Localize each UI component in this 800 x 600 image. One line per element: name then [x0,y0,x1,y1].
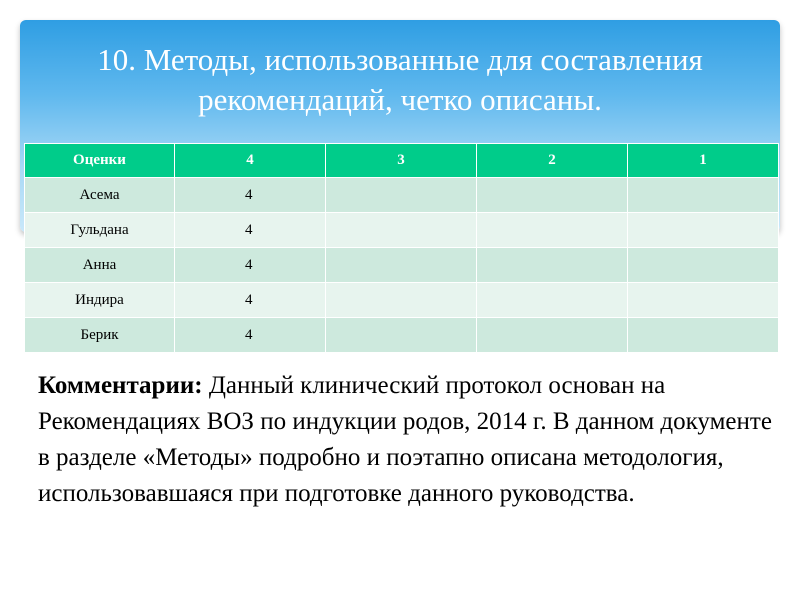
table-row [25,213,779,248]
slide-title [20,40,780,120]
score-4-cell: 4 [175,283,326,318]
header-cell-1: 1 [628,144,779,178]
comment-text: Данный клинический протокол основан на Рекомендациях ВОЗ по индукции родов, 2014 г. В данном документе в разделе «Методы» подробно и поэтапно описана методология, использовавшаяся при подготовке данного руководства. [38,372,772,507]
reviewer-name-cell: Асема [25,178,175,213]
score-3-cell [326,213,477,248]
header-cell-4: 4 [175,144,326,178]
header-cell-2: 2 [477,144,628,178]
score-3-cell [326,178,477,213]
score-2-cell [477,318,628,353]
score-1-cell [628,283,779,318]
reviewer-name-cell: Берик [25,318,175,353]
table-row [25,283,779,318]
table-row [25,248,779,283]
table-row [25,178,779,213]
score-1-cell [628,213,779,248]
score-3-cell [326,318,477,353]
score-4-cell: 4 [175,318,326,353]
score-4-cell: 4 [175,248,326,283]
reviewer-name-cell: Гульдана [25,213,175,248]
ratings-table [24,143,779,353]
score-1-cell [628,318,779,353]
score-2-cell [477,248,628,283]
slide-title-line-1: 10. Методы, использованные для составления [97,42,703,77]
score-4-cell: 4 [175,178,326,213]
score-3-cell [326,248,477,283]
score-2-cell [477,283,628,318]
score-2-cell [477,213,628,248]
score-3-cell [326,283,477,318]
table-row [25,318,779,353]
score-1-cell [628,178,779,213]
comment-paragraph [38,368,778,512]
comment-label: Комментарии: [38,372,203,399]
score-1-cell [628,248,779,283]
table-header-row [25,144,779,178]
header-cell-ratings: Оценки [25,144,175,178]
score-2-cell [477,178,628,213]
reviewer-name-cell: Индира [25,283,175,318]
slide-title-line-2: рекомендаций, четко описаны. [198,82,602,117]
header-cell-3: 3 [326,144,477,178]
reviewer-name-cell: Анна [25,248,175,283]
ratings-table-container [24,143,778,353]
score-4-cell: 4 [175,213,326,248]
